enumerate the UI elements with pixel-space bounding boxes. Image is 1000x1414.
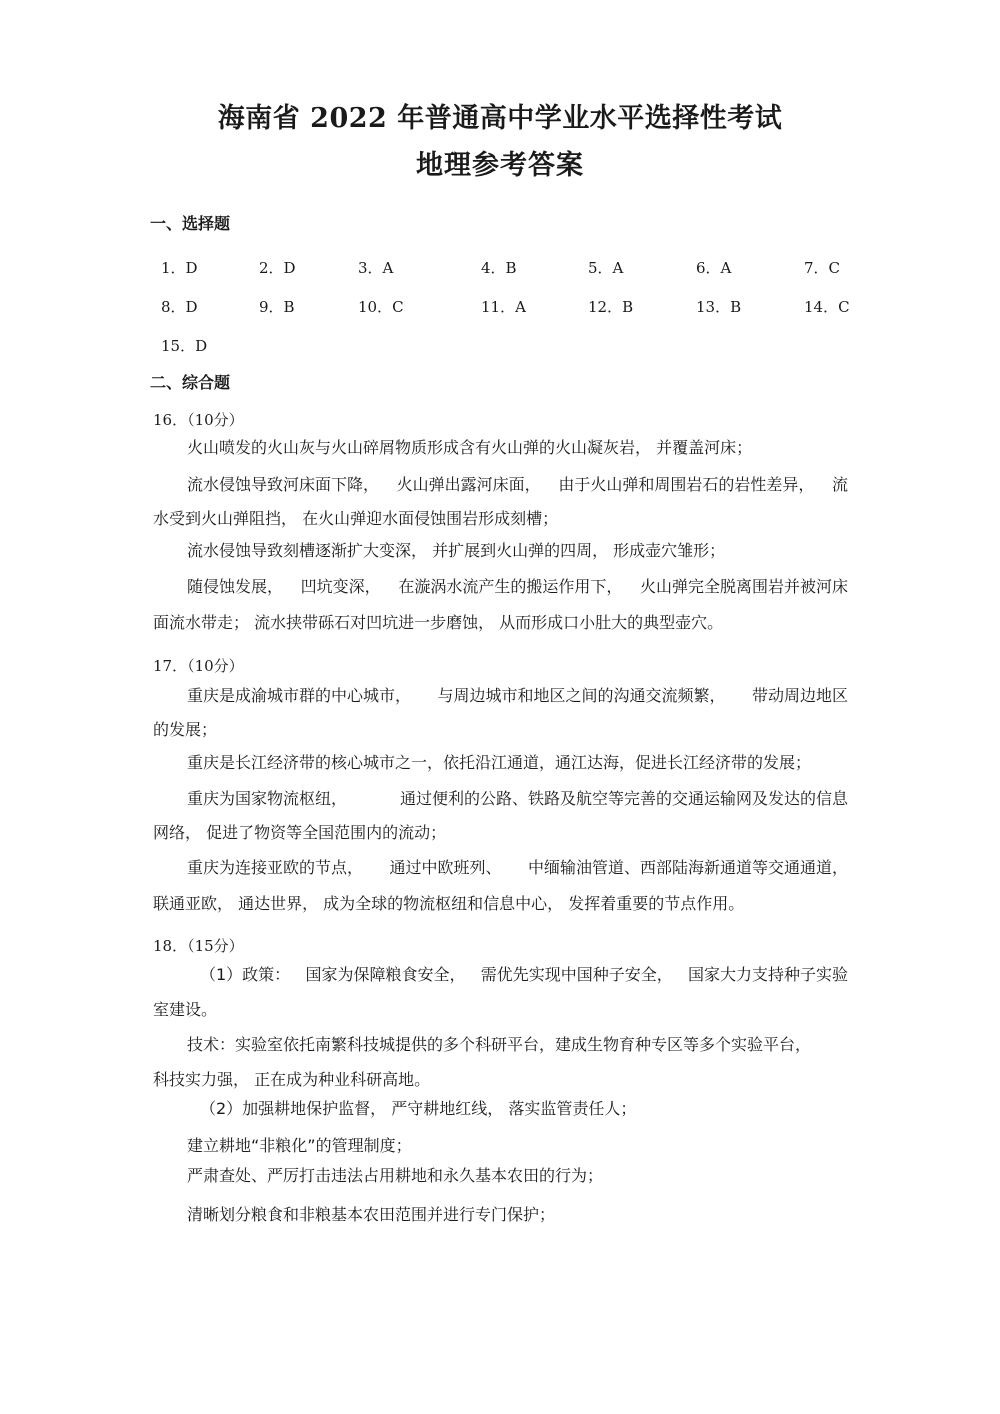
text-segment: 凹坑变深，: [300, 577, 381, 596]
answer-item: 1．D: [161, 259, 198, 277]
question-16-line: 面流水带走； 流水挟带砾石对凹坑进一步磨蚀， 从而形成口小肚大的典型壶穴。: [153, 613, 724, 632]
text-segment: 火山弹完全脱离围岩并被河床: [639, 577, 848, 596]
text-segment: 由于火山弹和周围岩石的岩性差异，: [558, 475, 815, 494]
question-18-line: 建立耕地“非粮化”的管理制度；: [187, 1136, 412, 1155]
text-segment: 重庆为连接亚欧的节点，: [187, 858, 364, 877]
answer-item: 6．A: [696, 259, 732, 277]
question-18-line: 严肃查处、严厉打击违法占用耕地和永久基本农田的行为；: [187, 1166, 604, 1185]
text-segment: 在漩涡水流产生的搬运作用下，: [398, 577, 623, 596]
answer-item: 7．C: [804, 259, 841, 277]
answer-item: 9．B: [259, 298, 295, 316]
question-16-line: 火山喷发的火山灰与火山碎屑物质形成含有火山弹的火山凝灰岩， 并覆盖河床；: [187, 438, 753, 457]
text-segment: 带动周边地区: [751, 686, 848, 705]
section-heading-choice: 一、选择题: [150, 214, 231, 233]
answer-item: 14．C: [804, 298, 850, 316]
answer-item: 13．B: [696, 298, 742, 316]
text-segment: 中缅输油管道、西部陆海新通道等交通通道，: [527, 858, 848, 877]
text-segment: 流: [831, 475, 848, 494]
text-segment: 流水侵蚀导致河床面下降，: [187, 475, 380, 494]
answer-item: 11．A: [481, 298, 526, 316]
question-18-line: 室建设。: [153, 1000, 218, 1019]
answer-item: 8．D: [161, 298, 198, 316]
question-17-line: 重庆是长江经济带的核心城市之一，依托沿江通道，通江达海，促进长江经济带的发展；: [187, 753, 812, 772]
text-segment: 火山弹出露河床面，: [396, 475, 541, 494]
answer-item: 2．D: [259, 259, 296, 277]
question-18-line: 科技实力强， 正在成为种业科研高地。: [153, 1070, 431, 1089]
text-segment: 通过便利的公路、铁路及航空等完善的交通运输网及发达的信息: [399, 789, 848, 808]
question-17-line: [153, 683, 848, 706]
page-subtitle: 地理参考答案: [416, 150, 584, 181]
question-18-line: 技术：实验室依托南繁科技城提供的多个科研平台，建成生物育种专区等多个实验平台，: [187, 1035, 812, 1054]
question-16-line: 水受到火山弹阻挡， 在火山弹迎水面侵蚀围岩形成刻槽；: [153, 509, 559, 528]
answer-item: 4．B: [481, 259, 517, 277]
text-segment: 需优先实现中国种子安全，: [480, 965, 673, 984]
text-segment: 国家为保障粮食安全，: [305, 965, 466, 984]
question-18-line: [153, 962, 848, 985]
answer-item: 3．A: [358, 259, 394, 277]
answer-item: 5．A: [588, 259, 624, 277]
question-17-line: 的发展；: [153, 720, 218, 739]
text-segment: 随侵蚀发展，: [187, 577, 284, 596]
question-17-line: [153, 786, 848, 809]
text-segment: 重庆是成渝城市群的中心城市，: [187, 686, 412, 705]
question-16-header: 16．（10分）: [153, 411, 244, 429]
text-segment: 通过中欧班列、: [389, 858, 502, 877]
section-heading-comprehensive: 二、综合题: [150, 373, 231, 392]
question-17-line: 网络， 促进了物资等全国范围内的流动；: [153, 823, 447, 842]
question-18-line: 清晰划分粮食和非粮基本农田范围并进行专门保护；: [187, 1205, 556, 1224]
question-17-line: [153, 855, 848, 878]
question-16-line: [153, 472, 848, 495]
question-18-header: 18．（15分）: [153, 937, 244, 955]
text-segment: 与周边城市和地区之间的沟通交流频繁，: [437, 686, 726, 705]
question-17-line: 联通亚欧， 通达世界， 成为全球的物流枢纽和信息中心， 发挥着重要的节点作用。: [153, 894, 745, 913]
question-18-line: （2）加强耕地保护监督， 严守耕地红线， 落实监管责任人；: [200, 1099, 637, 1118]
answer-item: 15．D: [161, 337, 208, 355]
answer-item: 12．B: [588, 298, 634, 316]
answer-item: 10．C: [358, 298, 404, 316]
question-16-line: 流水侵蚀导致刻槽逐渐扩大变深， 并扩展到火山弹的四周， 形成壶穴雏形；: [187, 541, 726, 560]
text-segment: （1）政策：: [200, 965, 291, 984]
question-17-header: 17．（10分）: [153, 657, 244, 675]
question-16-line: [153, 574, 848, 597]
text-segment: 重庆为国家物流枢纽，: [187, 789, 348, 808]
text-segment: 国家大力支持种子实验: [687, 965, 848, 984]
page-title: 海南省 2022 年普通高中学业水平选择性考试: [217, 103, 783, 134]
